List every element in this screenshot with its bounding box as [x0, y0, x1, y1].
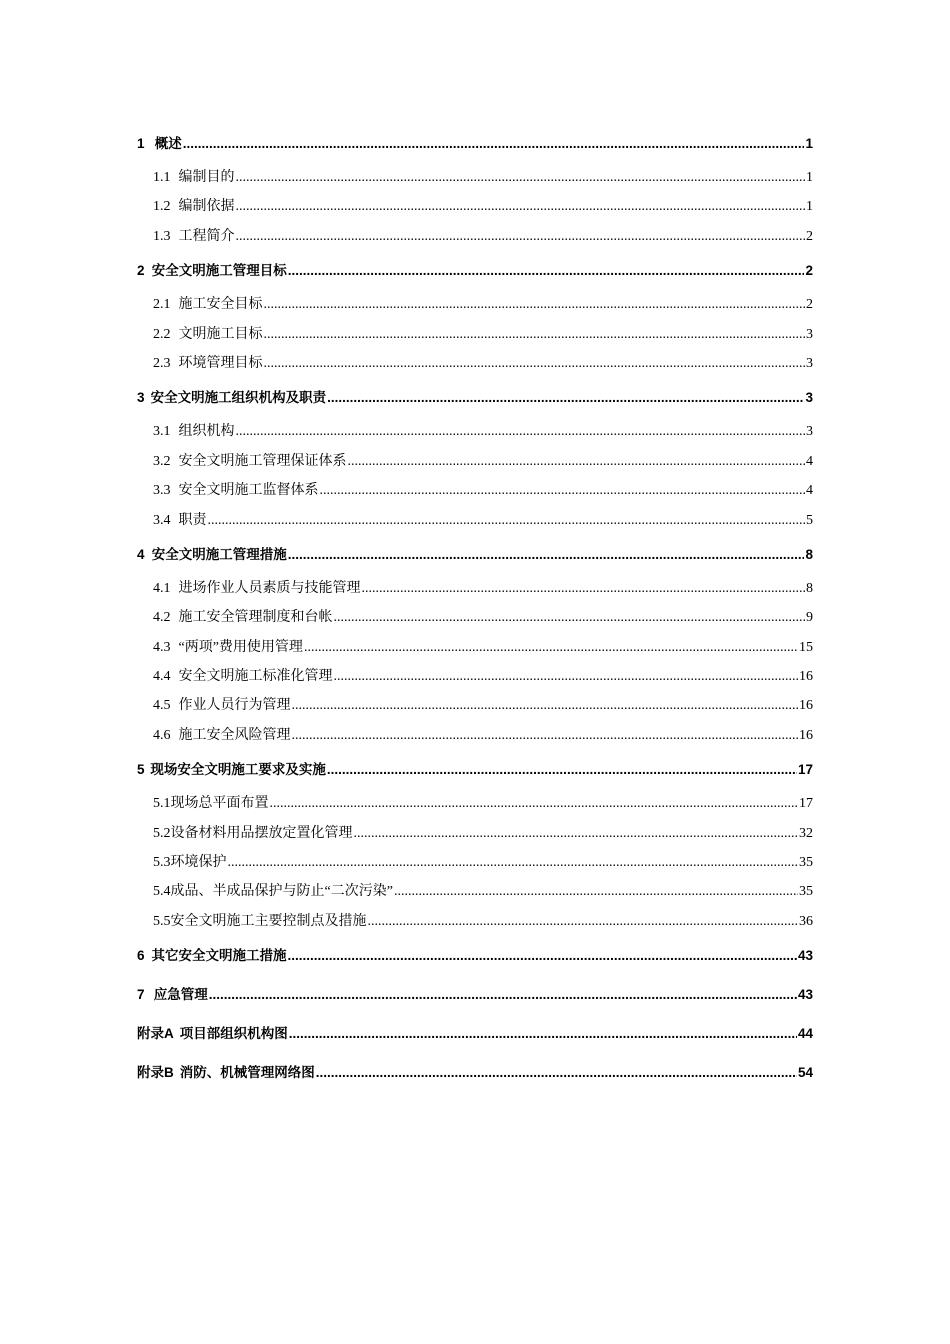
toc-entry-page-number: 3: [806, 424, 813, 440]
toc-entry-number: 4.1: [153, 580, 171, 596]
toc-entry-section[interactable]: [137, 574, 813, 603]
toc-entry-title: 现场安全文明施工要求及实施: [150, 762, 326, 778]
toc-entry-chapter[interactable]: [137, 378, 813, 417]
toc-entry-section[interactable]: [137, 163, 813, 192]
toc-dot-leader: [327, 378, 804, 417]
toc-dot-leader: [289, 1014, 797, 1053]
toc-entry-title: 进场作业人员素质与技能管理: [178, 580, 361, 596]
toc-dot-leader: [228, 848, 799, 877]
toc-entry-title: 文明施工目标: [178, 326, 263, 342]
toc-entry-page-number: 2: [806, 297, 813, 313]
toc-dot-leader: [334, 603, 806, 632]
toc-entry-page-number: 16: [799, 669, 813, 685]
toc-entry-section[interactable]: [137, 907, 813, 936]
toc-entry-page-number: 44: [797, 1026, 813, 1042]
toc-entry-chapter[interactable]: [137, 1014, 813, 1053]
toc-entry-page-number: 16: [799, 698, 813, 714]
toc-entry-title: 环境管理目标: [178, 355, 263, 371]
toc-entry-section[interactable]: [137, 662, 813, 691]
toc-entry-title: 安全文明施工主要控制点及措施: [170, 913, 367, 929]
toc-entry-chapter[interactable]: [137, 251, 813, 290]
toc-entry-page-number: 2: [806, 228, 813, 244]
toc-dot-leader: [348, 447, 806, 476]
toc-entry-title: 施工安全目标: [178, 297, 263, 313]
toc-entry-number: 5.4: [153, 884, 171, 900]
toc-dot-leader: [288, 535, 805, 574]
toc-entry-page-number: 17: [797, 762, 813, 778]
toc-entry-page-number: 15: [799, 639, 813, 655]
toc-entry-page-number: 4: [806, 483, 813, 499]
toc-entry-number: 5.1: [153, 796, 171, 812]
toc-entry-page-number: 5: [806, 512, 813, 528]
toc-dot-leader: [264, 349, 806, 378]
toc-entry-title: 安全文明施工管理目标: [151, 263, 287, 279]
toc-dot-leader: [320, 476, 806, 505]
toc-dot-leader: [236, 222, 806, 251]
toc-entry-title: 应急管理: [153, 987, 208, 1003]
toc-dot-leader: [362, 574, 806, 603]
toc-entry-number: 5: [137, 762, 145, 778]
toc-entry-chapter[interactable]: [137, 1053, 813, 1092]
toc-entry-title: 安全文明施工管理保证体系: [178, 453, 347, 469]
toc-dot-leader: [264, 290, 806, 319]
toc-entry-page-number: 36: [799, 913, 813, 929]
toc-entry-title: 安全文明施工标准化管理: [178, 669, 333, 685]
toc-dot-leader: [270, 789, 799, 818]
toc-entry-title: 概述: [154, 136, 182, 151]
toc-entry-chapter[interactable]: [137, 535, 813, 574]
toc-entry-page-number: 9: [806, 610, 813, 626]
toc-entry-chapter[interactable]: [137, 975, 813, 1014]
toc-entry-number: 1: [137, 136, 145, 151]
toc-dot-leader: [394, 877, 798, 906]
toc-dot-leader: [183, 124, 805, 163]
toc-entry-number: 3.4: [153, 512, 171, 528]
toc-entry-title: 成品、半成品保护与防止“二次污染”: [170, 884, 393, 900]
toc-entry-number: 7: [137, 987, 145, 1003]
toc-entry-title: 职责: [178, 512, 207, 528]
toc-entry-number: 4.3: [153, 639, 171, 655]
toc-entry-number: 3: [137, 390, 145, 406]
toc-entry-number: 1.3: [153, 228, 171, 244]
toc-entry-page-number: 1: [806, 199, 813, 215]
toc-entry-page-number: 35: [799, 884, 813, 900]
toc-entry-number: 2.1: [153, 297, 171, 313]
toc-dot-leader: [208, 506, 806, 535]
toc-entry-title: 工程简介: [178, 228, 235, 244]
toc-entry-section[interactable]: [137, 192, 813, 221]
toc-entry-title: 编制目的: [178, 170, 235, 185]
toc-entry-section[interactable]: [137, 819, 813, 848]
toc-entry-section[interactable]: [137, 603, 813, 632]
toc-entry-chapter[interactable]: [137, 936, 813, 975]
toc-entry-title: 项目部组织机构图: [179, 1026, 288, 1042]
toc-dot-leader: [368, 907, 799, 936]
toc-entry-section[interactable]: [137, 290, 813, 319]
toc-entry-page-number: 1: [806, 170, 813, 185]
toc-dot-leader: [264, 320, 806, 349]
table-of-contents: [137, 124, 813, 1092]
toc-entry-page-number: 3: [806, 355, 813, 371]
toc-entry-number: 1.1: [153, 170, 171, 185]
toc-entry-number: 4: [137, 546, 145, 562]
toc-entry-title: 组织机构: [178, 424, 235, 440]
toc-entry-page-number: 43: [797, 948, 813, 964]
toc-entry-chapter[interactable]: [137, 750, 813, 789]
toc-entry-section[interactable]: [137, 222, 813, 251]
toc-dot-leader: [288, 251, 805, 290]
toc-entry-page-number: 43: [797, 987, 813, 1003]
toc-entry-number: 5.3: [153, 855, 171, 871]
toc-entry-title: “两项”费用使用管理: [178, 639, 303, 655]
toc-entry-title: 作业人员行为管理: [178, 698, 291, 714]
toc-entry-section[interactable]: [137, 789, 813, 818]
toc-entry-section[interactable]: [137, 633, 813, 662]
toc-entry-chapter[interactable]: [137, 124, 813, 163]
toc-entry-number: 3.1: [153, 424, 171, 440]
toc-entry-title: 消防、机械管理网络图: [179, 1065, 315, 1081]
toc-entry-section[interactable]: [137, 476, 813, 505]
toc-entry-number: 2.3: [153, 355, 171, 371]
toc-entry-title: 编制依据: [178, 199, 235, 215]
toc-dot-leader: [236, 417, 806, 446]
toc-entry-title: 施工安全管理制度和台帐: [178, 610, 333, 626]
toc-entry-section[interactable]: [137, 320, 813, 349]
toc-entry-number: 4.6: [153, 727, 171, 743]
toc-entry-section[interactable]: [137, 447, 813, 476]
toc-dot-leader: [316, 1053, 797, 1092]
toc-entry-page-number: 54: [797, 1065, 813, 1081]
toc-entry-number: 5.2: [153, 825, 171, 841]
toc-dot-leader: [288, 936, 797, 975]
toc-entry-number: 4.4: [153, 669, 171, 685]
toc-entry-page-number: 32: [799, 825, 813, 841]
toc-entry-number: 附录A: [137, 1026, 174, 1042]
toc-entry-number: 4.5: [153, 698, 171, 714]
toc-entry-title: 安全文明施工管理措施: [151, 546, 287, 562]
toc-entry-title: 其它安全文明施工措施: [151, 948, 287, 964]
toc-dot-leader: [236, 192, 806, 221]
toc-entry-page-number: 16: [799, 727, 813, 743]
toc-dot-leader: [209, 975, 797, 1014]
toc-entry-title: 安全文明施工监督体系: [178, 483, 319, 499]
toc-entry-page-number: 3: [805, 390, 813, 406]
toc-entry-page-number: 3: [806, 326, 813, 342]
toc-entry-title: 安全文明施工组织机构及职责: [150, 390, 327, 406]
toc-entry-title: 施工安全风险管理: [178, 727, 291, 743]
toc-entry-page-number: 8: [806, 580, 813, 596]
toc-entry-section[interactable]: [137, 506, 813, 535]
toc-entry-section[interactable]: [137, 721, 813, 750]
toc-entry-number: 2.2: [153, 326, 171, 342]
toc-entry-number: 4.2: [153, 610, 171, 626]
toc-entry-number: 5.5: [153, 913, 171, 929]
toc-dot-leader: [236, 163, 806, 192]
toc-entry-page-number: 35: [799, 855, 813, 871]
toc-entry-section[interactable]: [137, 848, 813, 877]
toc-entry-section[interactable]: [137, 691, 813, 720]
toc-entry-title: 设备材料用品摆放定置化管理: [170, 825, 353, 841]
toc-dot-leader: [292, 721, 799, 750]
toc-dot-leader: [354, 819, 799, 848]
toc-dot-leader: [292, 691, 799, 720]
toc-entry-section[interactable]: [137, 349, 813, 378]
toc-entry-number: 1.2: [153, 199, 171, 215]
toc-dot-leader: [304, 633, 798, 662]
toc-entry-title: 现场总平面布置: [170, 796, 269, 812]
toc-entry-number: 3.2: [153, 453, 171, 469]
toc-entry-number: 2: [137, 263, 145, 279]
toc-entry-page-number: 4: [806, 453, 813, 469]
toc-entry-title: 环境保护: [170, 855, 227, 871]
toc-entry-page-number: 17: [799, 796, 813, 812]
toc-entry-section[interactable]: [137, 417, 813, 446]
toc-entry-page-number: 8: [805, 546, 813, 562]
toc-entry-number: 附录B: [137, 1065, 174, 1081]
toc-entry-section[interactable]: [137, 877, 813, 906]
toc-entry-number: 6: [137, 948, 145, 964]
toc-entry-page-number: 2: [805, 263, 813, 279]
toc-entry-number: 3.3: [153, 483, 171, 499]
toc-entry-page-number: 1: [805, 136, 813, 151]
toc-dot-leader: [334, 662, 799, 691]
toc-dot-leader: [327, 750, 797, 789]
